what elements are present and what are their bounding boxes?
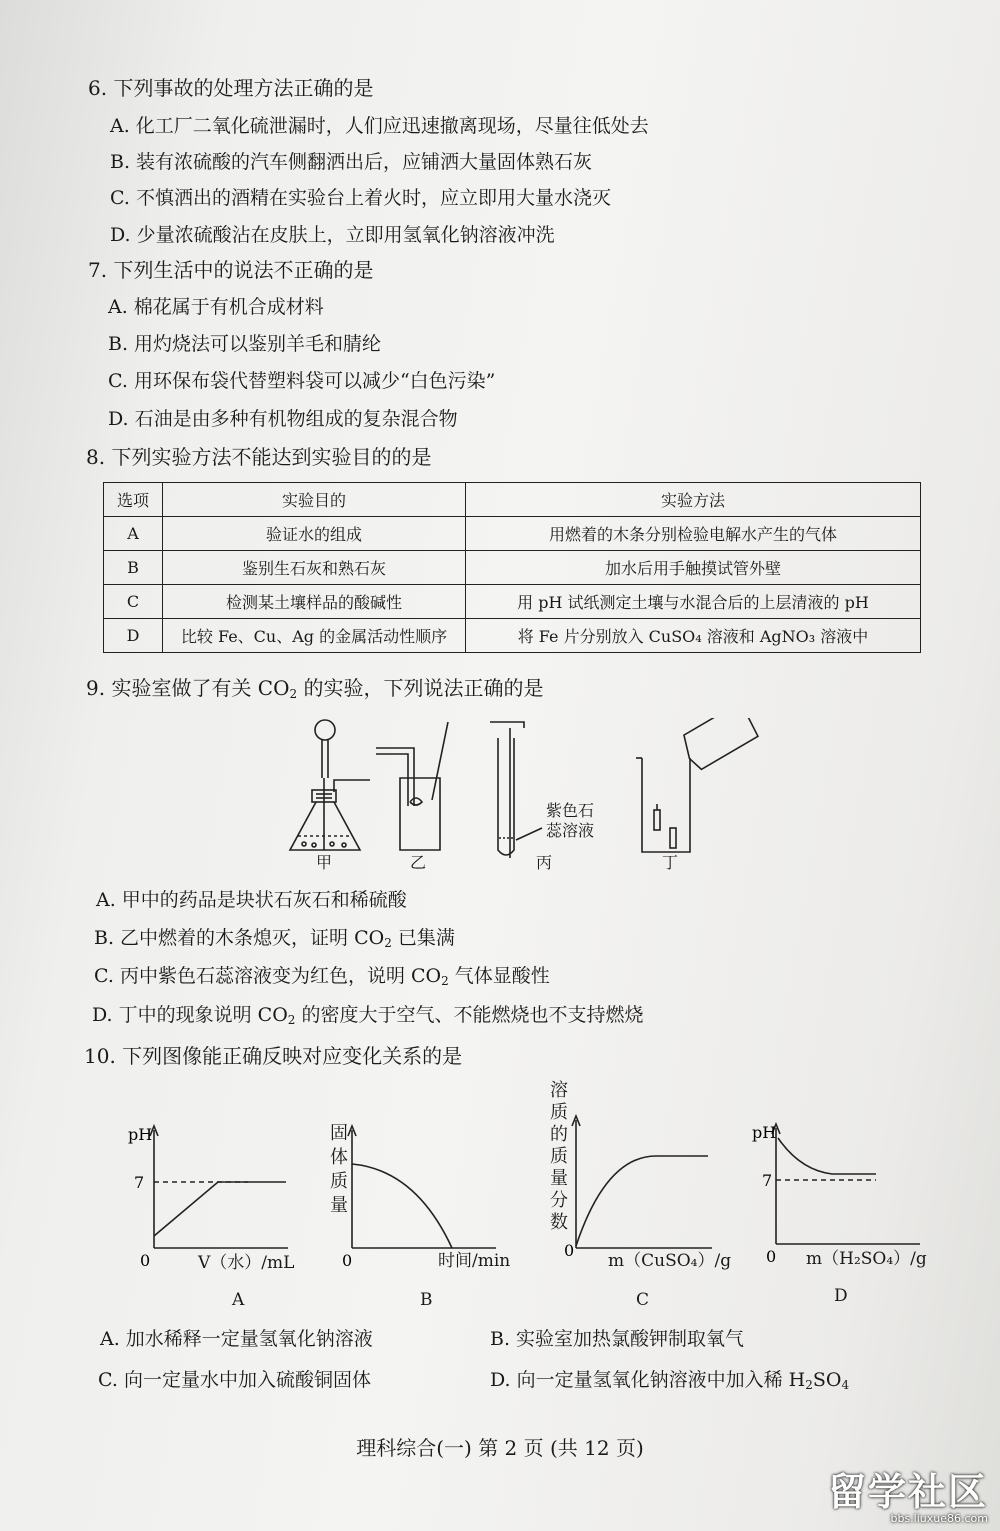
graph-a-caption: A: [232, 1290, 245, 1310]
q9-option-a: A. 甲中的药品是块状石灰石和稀硫酸: [96, 889, 407, 911]
table-cell: D: [104, 619, 163, 653]
q10-option-c: C. 向一定量水中加入硫酸铜固体: [98, 1369, 371, 1391]
label-yi: 乙: [410, 853, 427, 872]
co2-apparatus-figure: [280, 718, 770, 878]
subscript: 2: [441, 974, 449, 988]
q9-option-c: [94, 962, 550, 995]
q9-stem-post: 的实验，下列说法正确的是: [297, 676, 544, 700]
watermark-title: 留学社区: [827, 1470, 988, 1514]
q6-stem: 6. 下列事故的处理方法正确的是: [88, 76, 374, 100]
graph-d-ylabel: pH: [752, 1123, 777, 1142]
q6-option-d: D. 少量浓硫酸沾在皮肤上，立即用氢氧化钠溶液冲洗: [110, 224, 555, 246]
graph-d-origin: 0: [766, 1247, 777, 1266]
subscript: 2: [805, 1378, 813, 1392]
table-cell: 鉴别生石灰和熟石灰: [163, 551, 466, 585]
table-header-row: [104, 483, 921, 517]
table-cell: 用 pH 试纸测定土壤与水混合后的上层清液的 pH: [466, 585, 921, 619]
graph-c-caption: C: [636, 1290, 650, 1310]
subscript: 2: [384, 936, 392, 950]
graph-c: [546, 1100, 726, 1270]
table-row: [104, 551, 921, 585]
table-cell: 验证水的组成: [163, 517, 466, 551]
q8-stem: 8. 下列实验方法不能达到实验目的的是: [86, 445, 432, 469]
q7-option-a: A. 棉花属于有机合成材料: [108, 296, 324, 318]
q8-table: [103, 482, 921, 653]
graph-a-xlabel: V（水）/mL: [198, 1253, 295, 1273]
label-ding: 丁: [662, 853, 679, 872]
table-header-method: 实验方法: [466, 483, 921, 517]
table-cell: 用燃着的木条分别检验电解水产生的气体: [466, 517, 921, 551]
q9-stem: [86, 674, 544, 708]
q7-stem: 7. 下列生活中的说法不正确的是: [88, 258, 374, 282]
table-cell: 加水后用手触摸试管外壁: [466, 551, 921, 585]
q9-option-b: [94, 924, 455, 957]
table-row: [104, 517, 921, 551]
text: SO: [812, 1369, 842, 1391]
q7-option-c: C. 用环保布袋代替塑料袋可以减少“白色污染”: [108, 370, 496, 392]
graph-d-xlabel: m（H₂SO₄）/g: [806, 1249, 927, 1269]
table-cell: 将 Fe 片分别放入 CuSO₄ 溶液和 AgNO₃ 溶液中: [466, 619, 921, 653]
graph-a-ymark: 7: [134, 1173, 145, 1192]
q7-option-b: B. 用灼烧法可以鉴别羊毛和腈纶: [108, 333, 382, 355]
graph-d-caption: D: [834, 1286, 848, 1306]
table-header-option: 选项: [104, 483, 163, 517]
graph-c-origin: 0: [564, 1241, 575, 1260]
text: 的密度大于空气、不能燃烧也不支持燃烧: [295, 1004, 644, 1026]
label-jia: 甲: [316, 853, 333, 872]
q10-option-a: A. 加水稀释一定量氢氧化钠溶液: [100, 1328, 373, 1350]
test-tube-apparatus: [490, 722, 542, 858]
table-cell: B: [104, 551, 163, 585]
text: D. 向一定量氢氧化钠溶液中加入稀 H: [490, 1369, 806, 1391]
table-header-purpose: 实验目的: [163, 483, 466, 517]
graph-c-xlabel: m（CuSO₄）/g: [608, 1251, 732, 1271]
subscript: 2: [289, 687, 298, 701]
graph-d-ymark: 7: [762, 1171, 773, 1190]
watermark-url: bbs.liuxue86.com: [890, 1512, 988, 1525]
graph-b-xlabel: 时间/min: [438, 1251, 511, 1271]
table-row: [104, 619, 921, 653]
q7-option-d: D. 石油是由多种有机物组成的复杂混合物: [108, 408, 458, 430]
flask-apparatus: [290, 720, 370, 850]
page-footer: 理科综合(一) 第 2 页 (共 12 页): [356, 1436, 644, 1460]
q6-option-a: A. 化工厂二氧化硫泄漏时，人们应迅速撤离现场，尽量往低处去: [110, 115, 649, 137]
graph-b-origin: 0: [342, 1251, 353, 1270]
graph-a-ylabel: pH: [128, 1125, 153, 1144]
text: B. 乙中燃着的木条熄灭，证明 CO: [94, 927, 385, 949]
graph-c-ylabel: 溶质的质量分数: [550, 1080, 568, 1233]
litmus-label-line1: 紫色石: [546, 801, 595, 820]
table-cell: C: [104, 585, 163, 619]
text: 已集满: [391, 927, 455, 949]
table-cell: A: [104, 517, 163, 551]
graph-b-ylabel: 固体质量: [330, 1123, 348, 1216]
q10-option-b: B. 实验室加热氯酸钾制取氧气: [490, 1328, 745, 1350]
subscript: 4: [841, 1378, 850, 1392]
q6-option-b: B. 装有浓硫酸的汽车侧翻洒出后，应铺洒大量固体熟石灰: [110, 151, 593, 173]
text: 气体显酸性: [448, 965, 550, 987]
text: C. 丙中紫色石蕊溶液变为红色，说明 CO: [94, 965, 442, 987]
q6-option-c: C. 不慎洒出的酒精在实验台上着火时，应立即用大量水浇灭: [110, 187, 611, 209]
text: D. 丁中的现象说明 CO: [92, 1004, 288, 1026]
gas-bottle-apparatus: [376, 722, 448, 850]
beaker-apparatus: [636, 718, 762, 852]
litmus-label-line2: 蕊溶液: [546, 821, 595, 840]
graph-b-caption: B: [420, 1290, 433, 1310]
q9-stem-pre: 9. 实验室做了有关 CO: [86, 676, 290, 700]
table-cell: 检测某土壤样品的酸碱性: [163, 585, 466, 619]
subscript: 2: [287, 1013, 296, 1027]
graph-a-origin: 0: [140, 1251, 151, 1270]
table-row: [104, 585, 921, 619]
q9-option-d: [92, 1001, 643, 1034]
table-cell: 比较 Fe、Cu、Ag 的金属活动性顺序: [163, 619, 466, 653]
watermark-logo: [828, 1472, 988, 1525]
q10-stem: 10. 下列图像能正确反映对应变化关系的是: [84, 1044, 463, 1068]
label-bing: 丙: [536, 853, 553, 872]
q10-option-d: [490, 1366, 849, 1399]
